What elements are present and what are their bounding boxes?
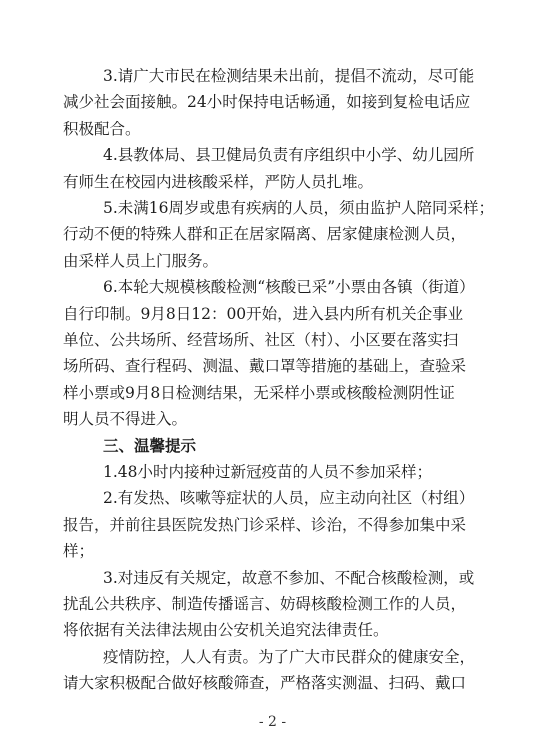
paragraph-6-line-1: 6.本轮大规模核酸检测“核酸已采”小票由各镇（街道） [103,278,475,297]
paragraph-6-line-6: 明人员不得进入。 [63,410,188,429]
section-heading: 三、温馨提示 [103,436,197,455]
paragraph-4-line-2: 有师生在校园内进核酸采样，严防人员扎堆。 [63,172,374,191]
paragraph-6-line-4: 场所码、查行程码、测温、戴口罩等措施的基础上，查验采 [63,357,467,376]
closing-line-2: 请大家积极配合做好核酸筛查，严格落实测温、扫码、戴口 [63,674,467,693]
paragraph-4-line-1: 4.县教体局、县卫健局负责有序组织中小学、幼儿园所 [103,146,475,165]
tip-1-line-1: 1.48小时内接种过新冠疫苗的人员不参加采样； [103,463,433,481]
page-number: - 2 - [258,714,287,730]
tip-2-line-3: 样； [63,542,95,561]
paragraph-3-line-3: 积极配合。 [63,119,141,138]
paragraph-5-line-1: 5.未满16周岁或患有疾病的人员，须由监护人陪同采样； [103,199,495,217]
paragraph-6-line-5: 样小票或9月8日检测结果，无采样小票或核酸检测阴性证 [63,383,455,402]
tip-3-line-3: 将依据有关法律法规由公安机关追究法律责任。 [63,621,389,640]
paragraph-5-line-2: 行动不便的特殊人群和正在居家隔离、居家健康检测人员， [63,225,467,244]
tip-2-line-2: 报告，并前往县医院发热门诊采样、诊治，不得参加集中采 [63,515,467,534]
paragraph-6-line-3: 单位、公共场所、经营场所、社区（村）、小区要在落实扫 [63,331,459,349]
paragraph-3-line-2: 减少社会面接触。24小时保持电话畅通，如接到复检电话应 [63,93,471,112]
closing-line-1: 疫情防控，人人有责。为了广大市民群众的健康安全， [103,647,476,666]
paragraph-3-line-1: 3.请广大市民在检测结果未出前，提倡不流动，尽可能 [103,67,475,85]
tip-3-line-1: 3.对违反有关规定，故意不参加、不配合核酸检测，或 [103,568,475,587]
tip-2-line-1: 2.有发热、咳嗽等症状的人员，应主动向社区（村组） [103,489,475,508]
tip-3-line-2: 扰乱公共秩序、制造传播谣言、妨碍核酸检测工作的人员， [63,595,467,613]
paragraph-5-line-3: 由采样人员上门服务。 [63,251,219,270]
paragraph-6-line-2: 自行印制。9月8日12：00开始，进入县内所有机关企事业 [63,304,464,323]
